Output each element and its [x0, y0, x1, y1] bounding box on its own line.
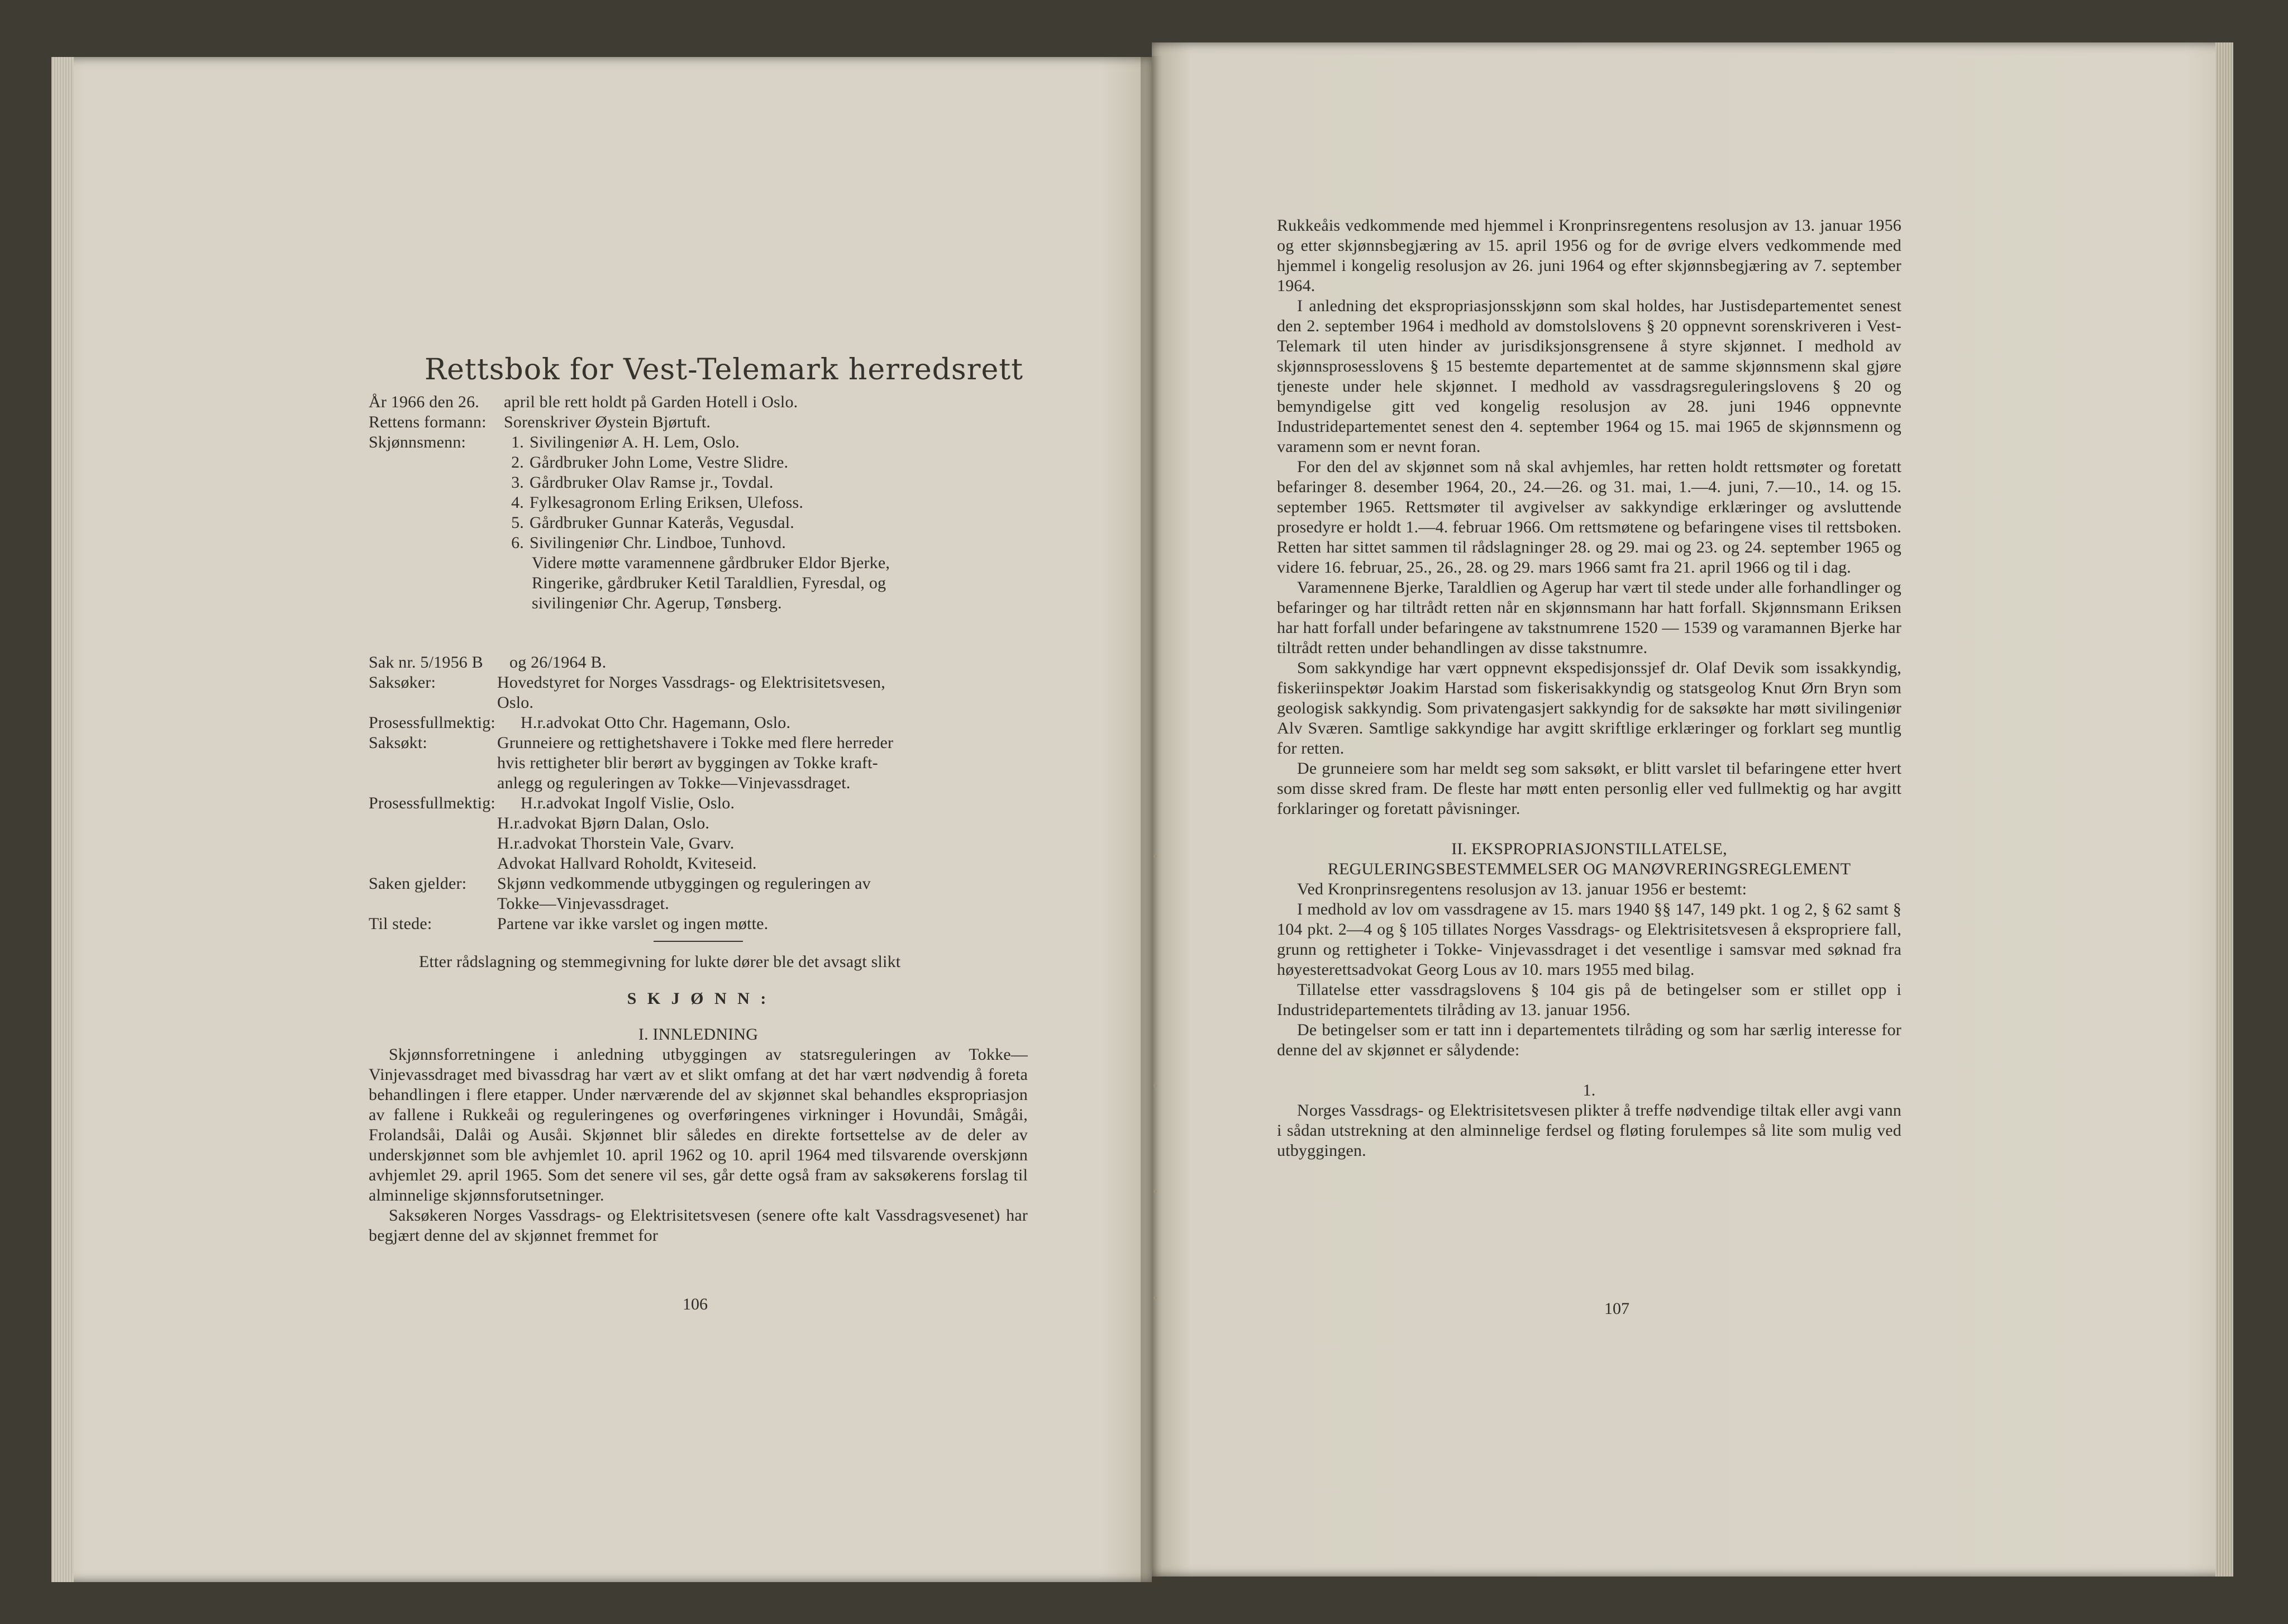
- case-value: Oslo.: [497, 693, 534, 712]
- body-paragraph: Norges Vassdrags- og Elektrisitetsvesen plikter å treffe nødvendige tiltak eller avgi vann i sådan utstrekning at den alminnelige ferdsel og fløting forulempes så lite som mulig ved utbyggingen.: [1277, 1101, 1901, 1160]
- panel-number: 3.: [511, 473, 524, 492]
- divider-rule: [654, 941, 743, 942]
- panel-member: Gårdbruker John Lome, Vestre Slidre.: [530, 453, 789, 472]
- panel-member: Fylkesagronom Erling Eriksen, Ulefoss.: [530, 493, 804, 512]
- case-label: Saken gjelder:: [369, 874, 467, 893]
- panel-number: 1.: [511, 433, 524, 451]
- panel-row: [369, 432, 1028, 453]
- right-text-column: [1277, 216, 1901, 1161]
- left-page-edges: [51, 57, 74, 1582]
- body-paragraph: For den del av skjønnet som nå skal avhjemles, har retten holdt rettsmøter og foretatt befaringer 8. desember 1964, 20., 24.—26. og 31. mai, 1.—4. juni, 7.—10., 14. og 15. september 1965. Rettsmøter til avgivelser av sakkyndige erklæringer og avsluttende prosedyre er holdt 1.—4. februar 1966. Om rettsmøtene og befaringene vises til rettsboken. Retten har sittet sammen til rådslagninger 28. og 29. mai og 23. og 24. september 1965 og videre 16. februar, 25., 26., 28. og 29. mars 1966 samt fra 21. april 1966 og til i dag.: [1277, 458, 1901, 577]
- case-row: [369, 914, 1028, 934]
- item-number: 1.: [1582, 1081, 1596, 1099]
- section-heading: II. EKSPROPRIASJONSTILLATELSE,: [1451, 840, 1727, 858]
- varamenn-line: sivilingeniør Chr. Agerup, Tønsberg.: [532, 594, 782, 612]
- case-label: Saksøker:: [369, 673, 436, 692]
- body-paragraph: De betingelser som er tatt inn i departementets tilråding og som har særlig interesse for denne del av skjønnet er sålydende:: [1277, 1021, 1901, 1059]
- body-paragraph: Skjønnsforretningene i anledning utbyggingen av statsreguleringen av Tokke—Vinjevassdraget med bivassdrag har vært av et slikt omfang at det har vært nødvendig å foreta behandlingen i flere etapper. Under nærværende del av skjønnet skal behandles ekspropriasjon av fallene i Rukkeåi og reguleringenes og overføringenes virkninger i Hovundåi, Smågåi, Frolandsåi, Dalåi og Ausåi. Skjønnet blir således en direkte fortsettelse av de deler av underskjønnet som ble avhjemlet 10. april 1962 og 10. april 1964 med tilsvarende overskjønn avhjemlet 29. april 1965. Som det senere vil ses, går dette også fram av saksøkerens forslag til alminnelige skjønnsforutsetninger.: [369, 1045, 1028, 1204]
- header-value: Sorenskriver Øystein Bjørtuft.: [504, 413, 711, 431]
- case-row: [369, 733, 1028, 753]
- panel-member: Sivilingeniør Chr. Lindboe, Tunhovd.: [530, 534, 786, 552]
- binding-stitch: [1153, 1190, 1157, 1193]
- case-value: og 26/1964 B.: [509, 653, 607, 671]
- header-row: [369, 392, 1028, 412]
- case-value: Partene var ikke varslet og ingen møtte.: [497, 915, 769, 933]
- case-row: [369, 653, 1028, 673]
- binding-stitch: [1153, 855, 1157, 858]
- case-value: hvis rettigheter blir berørt av byggingen av Tokke kraft-: [497, 754, 878, 772]
- header-value: april ble rett holdt på Garden Hotell i Oslo.: [504, 393, 798, 411]
- panel-row: [369, 493, 1028, 513]
- page-number-left: 106: [683, 1295, 708, 1313]
- case-label: Sak nr. 5/1956 B: [369, 653, 483, 671]
- panel-member: Gårdbruker Olav Ramse jr., Tovdal.: [530, 473, 774, 492]
- header-label: År 1966 den 26.: [369, 393, 479, 411]
- body-paragraph: Som sakkyndige har vært oppnevnt ekspedisjonssjef dr. Olaf Devik som issakkyndig, fiskeriinspektør Joakim Harstad som fiskerisakkyndig og statsgeolog Knut Ørn Bryn som geologisk sakkyndig. Som privatengasjert sakkyndig for de saksøkte har møtt sivilingeniør Alv Sværen. Samtlige sakkyndige har avgitt skriftlige erklæringer og forklart seg muntlig for retten.: [1277, 659, 1901, 758]
- varamenn-line: Ringerike, gårdbruker Ketil Taraldlien, Fyresdal, og: [532, 574, 886, 592]
- body-paragraph: Rukkeåis vedkommende med hjemmel i Kronprinsregentens resolusjon av 13. januar 1956 og etter skjønnsbegjæring av 15. april 1956 og for de øvrige elvers vedkommende med hjemmel i kongelig resolusjon av 26. juni 1964 og efter skjønnsbegjæring av 7. september 1964.: [1277, 216, 1901, 295]
- panel-row: [369, 533, 1028, 553]
- panel-row: [369, 473, 1028, 493]
- case-value: Grunneiere og rettighetshavere i Tokke med flere herreder: [497, 734, 894, 752]
- left-text-column: [369, 392, 1028, 1246]
- header-label: Rettens formann:: [369, 413, 487, 431]
- case-label: Prosessfullmektig:: [369, 713, 495, 732]
- panel-row: [369, 453, 1028, 473]
- case-row: [369, 673, 1028, 693]
- case-value: anlegg og reguleringen av Tokke—Vinjevassdraget.: [497, 774, 851, 792]
- body-paragraph: Ved Kronprinsregentens resolusjon av 13. januar 1956 er bestemt:: [1297, 880, 1747, 898]
- panel-number: 2.: [511, 453, 524, 472]
- case-value: Hovedstyret for Norges Vassdrags- og Elektrisitetsvesen,: [497, 673, 885, 692]
- panel-number: 5.: [511, 513, 524, 532]
- case-value: H.r.advokat Bjørn Dalan, Oslo.: [497, 814, 710, 832]
- case-value: Advokat Hallvard Roholdt, Kviteseid.: [497, 854, 757, 873]
- case-row: [369, 874, 1028, 894]
- body-paragraph: De grunneiere som har meldt seg som saksøkt, er blitt varslet til befaringene etter hvert som disse skred fram. De fleste har møtt enten personlig eller ved fullmektig og har avgitt forklaringer og foretatt påvisninger.: [1277, 759, 1901, 818]
- case-row: [369, 793, 1028, 813]
- section-heading: I. INNLEDNING: [638, 1025, 759, 1044]
- intro-sentence: Etter rådslagning og stemmegivning for lukte dører ble det avsagt slikt: [419, 953, 901, 971]
- case-label: Saksøkt:: [369, 734, 427, 752]
- case-value: Skjønn vedkommende utbyggingen og reguleringen av: [497, 874, 871, 893]
- panel-number: 4.: [511, 493, 524, 512]
- body-paragraph: I anledning det ekspropriasjonsskjønn som skal holdes, har Justisdepartementet senest den 2. september 1964 i medhold av domstolslovens § 20 oppnevnt sorenskriveren i Vest-Telemark til uten hinder av jurisdiksjonsgrensene å styre skjønnet. I medhold av skjønnsprosesslovens § 15 bestemte departementet at de samme skjønnsmenn skal gjøre tjeneste under hele skjønnet. I medhold av vassdragsreguleringslovens § 20 og bemyndigelse gitt ved kongelig resolusjon av 28. juni 1946 oppnevnte Industridepartementet senest den 4. september 1964 og 15. mai 1965 de skjønnsmenn og varamenn som er nevnt foran.: [1277, 297, 1901, 456]
- case-label: Til stede:: [369, 915, 432, 933]
- page-title: Rettsbok for Vest-Telemark herredsrett: [425, 353, 1024, 387]
- panel-number: 6.: [511, 534, 524, 552]
- body-paragraph: Tillatelse etter vassdragslovens § 104 gis på de betingelser som er stillet opp i Industridepartementets tilråding av 13. januar 1956.: [1277, 980, 1901, 1019]
- panel-row: [369, 513, 1028, 533]
- case-label: Prosessfullmektig:: [369, 794, 495, 812]
- binding-stitch: [1153, 1084, 1157, 1087]
- section-heading: REGULERINGSBESTEMMELSER OG MANØVRERINGSREGLEMENT: [1327, 860, 1851, 878]
- body-paragraph: I medhold av lov om vassdragene av 15. mars 1940 §§ 147, 149 pkt. 1 og 2, § 62 samt § 104 pkt. 2—4 og § 105 tillates Norges Vassdrags- og Elektrisitetsvesen å ekspropriere fall, grunn og rettigheter i Tokke- Vinjevassdraget i det vesentlige i samsvar med søknad fra høyesterettsadvokat Georg Lous av 10. mars 1955 med bilag.: [1277, 900, 1901, 979]
- case-row: [369, 713, 1028, 733]
- body-paragraph: Varamennene Bjerke, Taraldlien og Agerup har vært til stede under alle forhandlinger og befaringer og har tiltrådt retten når en skjønnsmann har hatt forfall. Skjønnsmann Eriksen har hatt forfall under befaringene av takstnumrene 1520 — 1539 og varamannen Bjerke har tiltrådt retten under behandlingen av disse takstnumre.: [1277, 578, 1901, 657]
- case-value: H.r.advokat Ingolf Vislie, Oslo.: [521, 794, 735, 812]
- varamenn-line: Videre møtte varamennene gårdbruker Eldor Bjerke,: [532, 554, 890, 572]
- case-value: H.r.advokat Otto Chr. Hagemann, Oslo.: [521, 713, 791, 732]
- case-value: H.r.advokat Thorstein Vale, Gvarv.: [497, 834, 735, 853]
- body-paragraph: Saksøkeren Norges Vassdrags- og Elektrisitetsvesen (senere ofte kalt Vassdragsvesenet) har begjært denne del av skjønnet fremmet for: [369, 1206, 1028, 1245]
- panel-member: Gårdbruker Gunnar Katerås, Vegusdal.: [530, 513, 794, 532]
- binding-stitch: [1153, 1296, 1157, 1299]
- panel-label: Skjønnsmenn:: [369, 433, 466, 451]
- verdict-heading: S K J Ø N N :: [627, 989, 770, 1008]
- page-number-right: 107: [1604, 1299, 1629, 1318]
- panel-member: Sivilingeniør A. H. Lem, Oslo.: [530, 433, 740, 451]
- case-value: Tokke—Vinjevassdraget.: [497, 894, 669, 913]
- right-page-edges: [2215, 42, 2233, 1577]
- header-row: [369, 412, 1028, 432]
- book-gutter: [1141, 56, 1162, 1587]
